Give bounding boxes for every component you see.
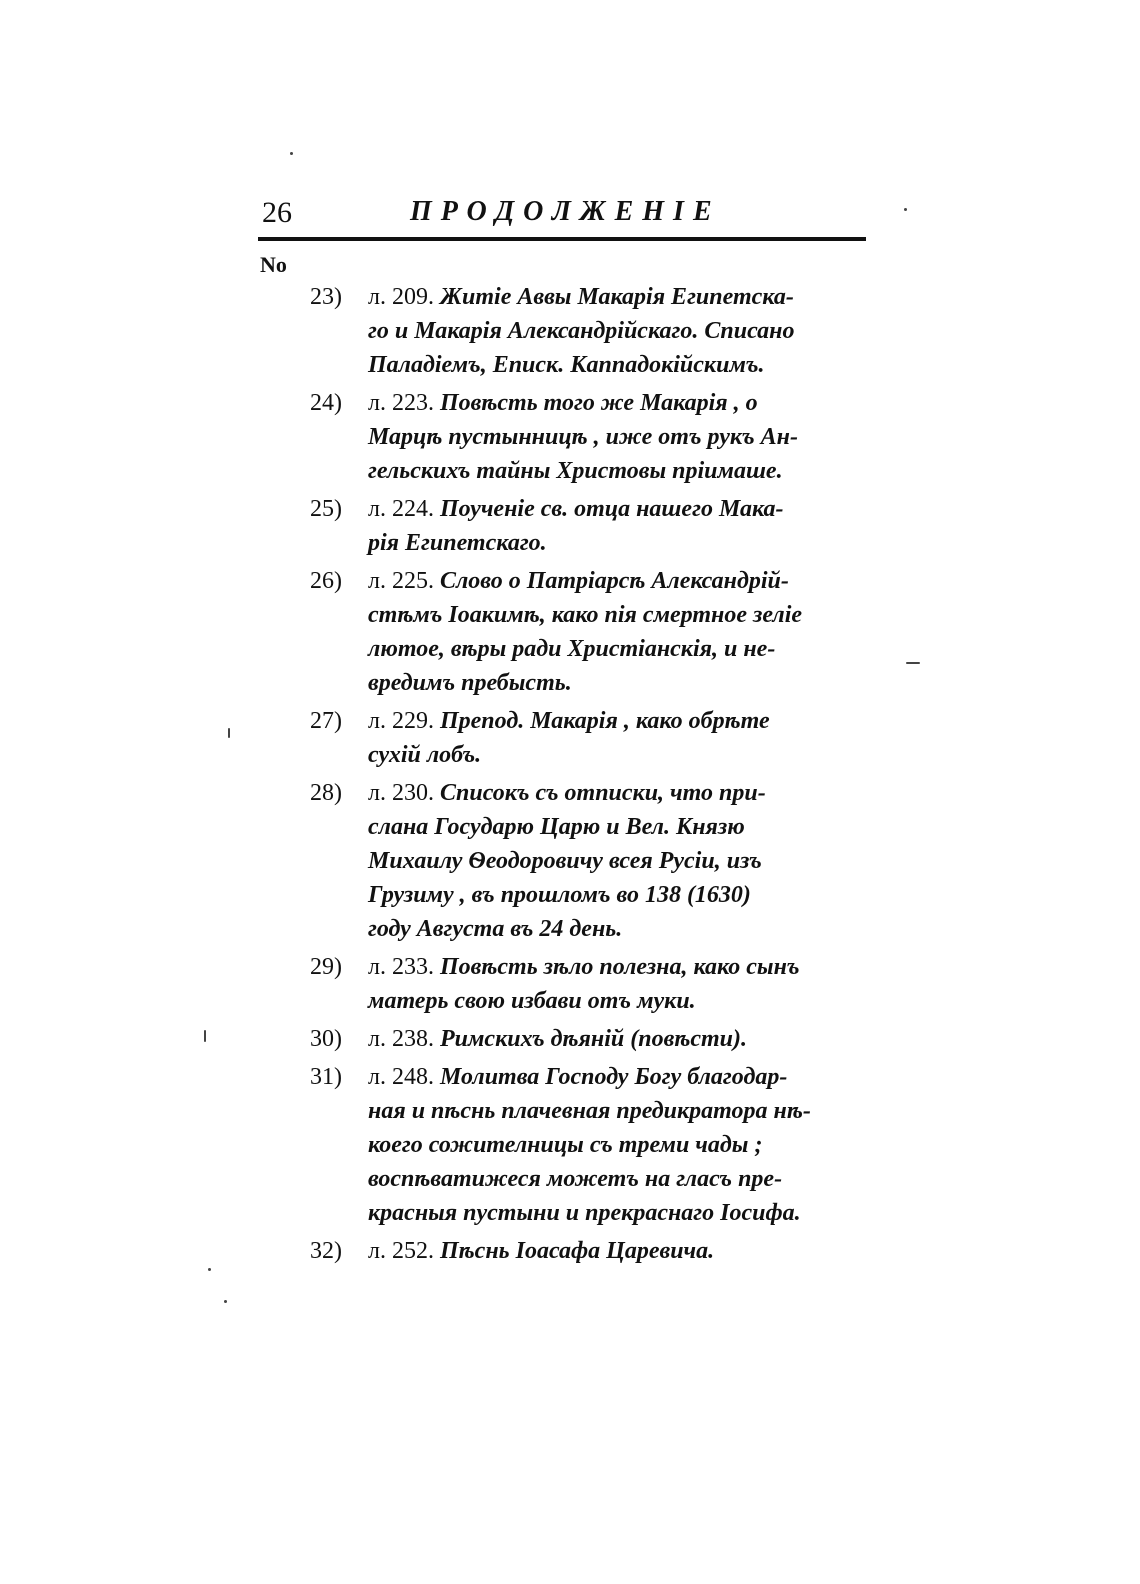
entry-text bbox=[368, 950, 880, 1018]
entry-line-text: Римскихъ дѣяній (повѣсти). bbox=[433, 1026, 747, 1052]
entry-line bbox=[368, 878, 880, 912]
entry-line bbox=[368, 564, 880, 598]
entry-line bbox=[368, 1128, 880, 1162]
entry-line bbox=[368, 1094, 880, 1128]
entry-text bbox=[368, 776, 880, 946]
entry-line-text: году Августа въ 24 день. bbox=[368, 916, 623, 942]
entry-line-text: Житіе Аввы Макарія Египетска- bbox=[433, 284, 794, 310]
entry-line bbox=[368, 844, 880, 878]
entry-line-text: Молитва Господу Богу благодар- bbox=[433, 1064, 788, 1090]
entry-line-text: Препод. Макарія , како обрѣте bbox=[433, 708, 770, 734]
entry-line bbox=[368, 776, 880, 810]
entry-number: 32) bbox=[310, 1238, 342, 1264]
number-column-label: No bbox=[260, 252, 287, 277]
entry-line-text: Слово о Патріарсѣ Александрій- bbox=[433, 568, 789, 594]
entry-line bbox=[368, 810, 880, 844]
entry-line bbox=[368, 348, 880, 382]
entry-line-text: Пѣснь Іоасафа Царевича. bbox=[433, 1238, 715, 1264]
catalog-entry bbox=[310, 492, 880, 560]
entry-line-text: го и Макарія Александрійскаго. Списано bbox=[368, 318, 795, 344]
entry-line bbox=[368, 598, 880, 632]
catalog-entry bbox=[310, 1022, 880, 1056]
entry-number: 26) bbox=[310, 568, 342, 594]
scan-speck bbox=[290, 152, 293, 155]
entry-line-text: Марцѣ пустынницѣ , иже отъ рукъ Ан- bbox=[368, 424, 798, 450]
entry-line bbox=[368, 984, 880, 1018]
catalog-entry bbox=[310, 386, 880, 488]
entry-line-text: лютое, вѣры ради Христіанскія, и не- bbox=[368, 636, 776, 662]
entry-line-text: Грузиму , въ прошломъ во 138 (1630) bbox=[368, 882, 751, 908]
catalog-entry bbox=[310, 564, 880, 700]
catalog-entry bbox=[310, 704, 880, 772]
entry-text bbox=[368, 704, 880, 772]
scan-speck bbox=[906, 662, 920, 664]
entry-line-text: красныя пустыни и прекраснаго Іосифа. bbox=[368, 1200, 801, 1226]
entry-line bbox=[368, 912, 880, 946]
leaf-reference: л. 238. bbox=[368, 1026, 434, 1052]
entry-line-text: стѣмъ Іоакимѣ, како пія смертное зеліе bbox=[368, 602, 803, 628]
entry-text bbox=[368, 492, 880, 560]
entry-text bbox=[368, 564, 880, 700]
entry-line-text: рія Египетскаго. bbox=[368, 530, 547, 556]
entry-line-text: матерь свою избави отъ муки. bbox=[368, 988, 696, 1014]
entry-line-text: Списокъ съ отписки, что при- bbox=[433, 780, 766, 806]
entry-line bbox=[368, 704, 880, 738]
scan-speck bbox=[208, 1268, 211, 1271]
entry-number: 25) bbox=[310, 496, 342, 522]
entry-text bbox=[368, 1234, 880, 1268]
header-rule bbox=[258, 237, 866, 241]
scan-speck bbox=[224, 1300, 227, 1303]
entry-number: 29) bbox=[310, 954, 342, 980]
entry-line bbox=[368, 1162, 880, 1196]
entry-number: 24) bbox=[310, 390, 342, 416]
entry-line bbox=[368, 950, 880, 984]
entry-number: 31) bbox=[310, 1064, 342, 1090]
leaf-reference: л. 225. bbox=[368, 568, 434, 594]
entry-line-text: ная и пѣснь плачевная предикратора нѣ- bbox=[368, 1098, 811, 1124]
leaf-reference: л. 252. bbox=[368, 1238, 434, 1264]
entry-line-text: коего сожителницы съ треми чады ; bbox=[368, 1132, 763, 1158]
entry-line-text: Михаилу Ѳеодоровичу всея Русіи, изъ bbox=[368, 848, 762, 874]
entry-line bbox=[368, 386, 880, 420]
leaf-reference: л. 248. bbox=[368, 1064, 434, 1090]
entry-line-text: сухій лобъ. bbox=[368, 742, 482, 768]
entry-line bbox=[368, 492, 880, 526]
running-title: ПРОДОЛЖЕНІЕ bbox=[410, 196, 721, 227]
entry-line bbox=[368, 738, 880, 772]
leaf-reference: л. 229. bbox=[368, 708, 434, 734]
leaf-reference: л. 224. bbox=[368, 496, 434, 522]
entry-line bbox=[368, 632, 880, 666]
entry-line-text: слана Государю Царю и Вел. Князю bbox=[368, 814, 745, 840]
leaf-reference: л. 223. bbox=[368, 390, 434, 416]
leaf-reference: л. 209. bbox=[368, 284, 434, 310]
entry-line-text: Повѣсть того же Макарія , о bbox=[433, 390, 758, 416]
catalog-entry bbox=[310, 280, 880, 382]
entry-line bbox=[368, 454, 880, 488]
entry-text bbox=[368, 280, 880, 382]
entry-line bbox=[368, 1060, 880, 1094]
entry-line-text: Повѣсть зѣло полезна, како сынъ bbox=[433, 954, 800, 980]
entry-text bbox=[368, 386, 880, 488]
entry-text bbox=[368, 1022, 880, 1056]
page-number: 26 bbox=[262, 196, 292, 229]
scan-speck bbox=[228, 728, 230, 738]
entry-line bbox=[368, 280, 880, 314]
entry-text bbox=[368, 1060, 880, 1230]
leaf-reference: л. 233. bbox=[368, 954, 434, 980]
catalog-entry bbox=[310, 1060, 880, 1230]
scan-speck bbox=[904, 208, 907, 211]
catalog-entry bbox=[310, 776, 880, 946]
entry-line bbox=[368, 526, 880, 560]
entry-line-text: Паладіемъ, Еписк. Каппадокійскимъ. bbox=[368, 352, 765, 378]
entry-number: 28) bbox=[310, 780, 342, 806]
leaf-reference: л. 230. bbox=[368, 780, 434, 806]
entry-line bbox=[368, 420, 880, 454]
entry-number: 23) bbox=[310, 284, 342, 310]
catalog-entries bbox=[310, 280, 880, 1272]
entry-line bbox=[368, 314, 880, 348]
catalog-entry bbox=[310, 1234, 880, 1268]
catalog-entry bbox=[310, 950, 880, 1018]
entry-number: 27) bbox=[310, 708, 342, 734]
entry-line bbox=[368, 1234, 880, 1268]
entry-line-text: воспѣватижеся можетъ на гласъ пре- bbox=[368, 1166, 783, 1192]
entry-line-text: вредимъ пребысть. bbox=[368, 670, 572, 696]
entry-line-text: Поученіе св. отца нашего Мака- bbox=[433, 496, 784, 522]
entry-number: 30) bbox=[310, 1026, 342, 1052]
entry-line bbox=[368, 666, 880, 700]
entry-line-text: гельскихъ тайны Христовы пріимаше. bbox=[368, 458, 783, 484]
entry-line bbox=[368, 1022, 880, 1056]
scan-speck bbox=[204, 1030, 206, 1042]
entry-line bbox=[368, 1196, 880, 1230]
